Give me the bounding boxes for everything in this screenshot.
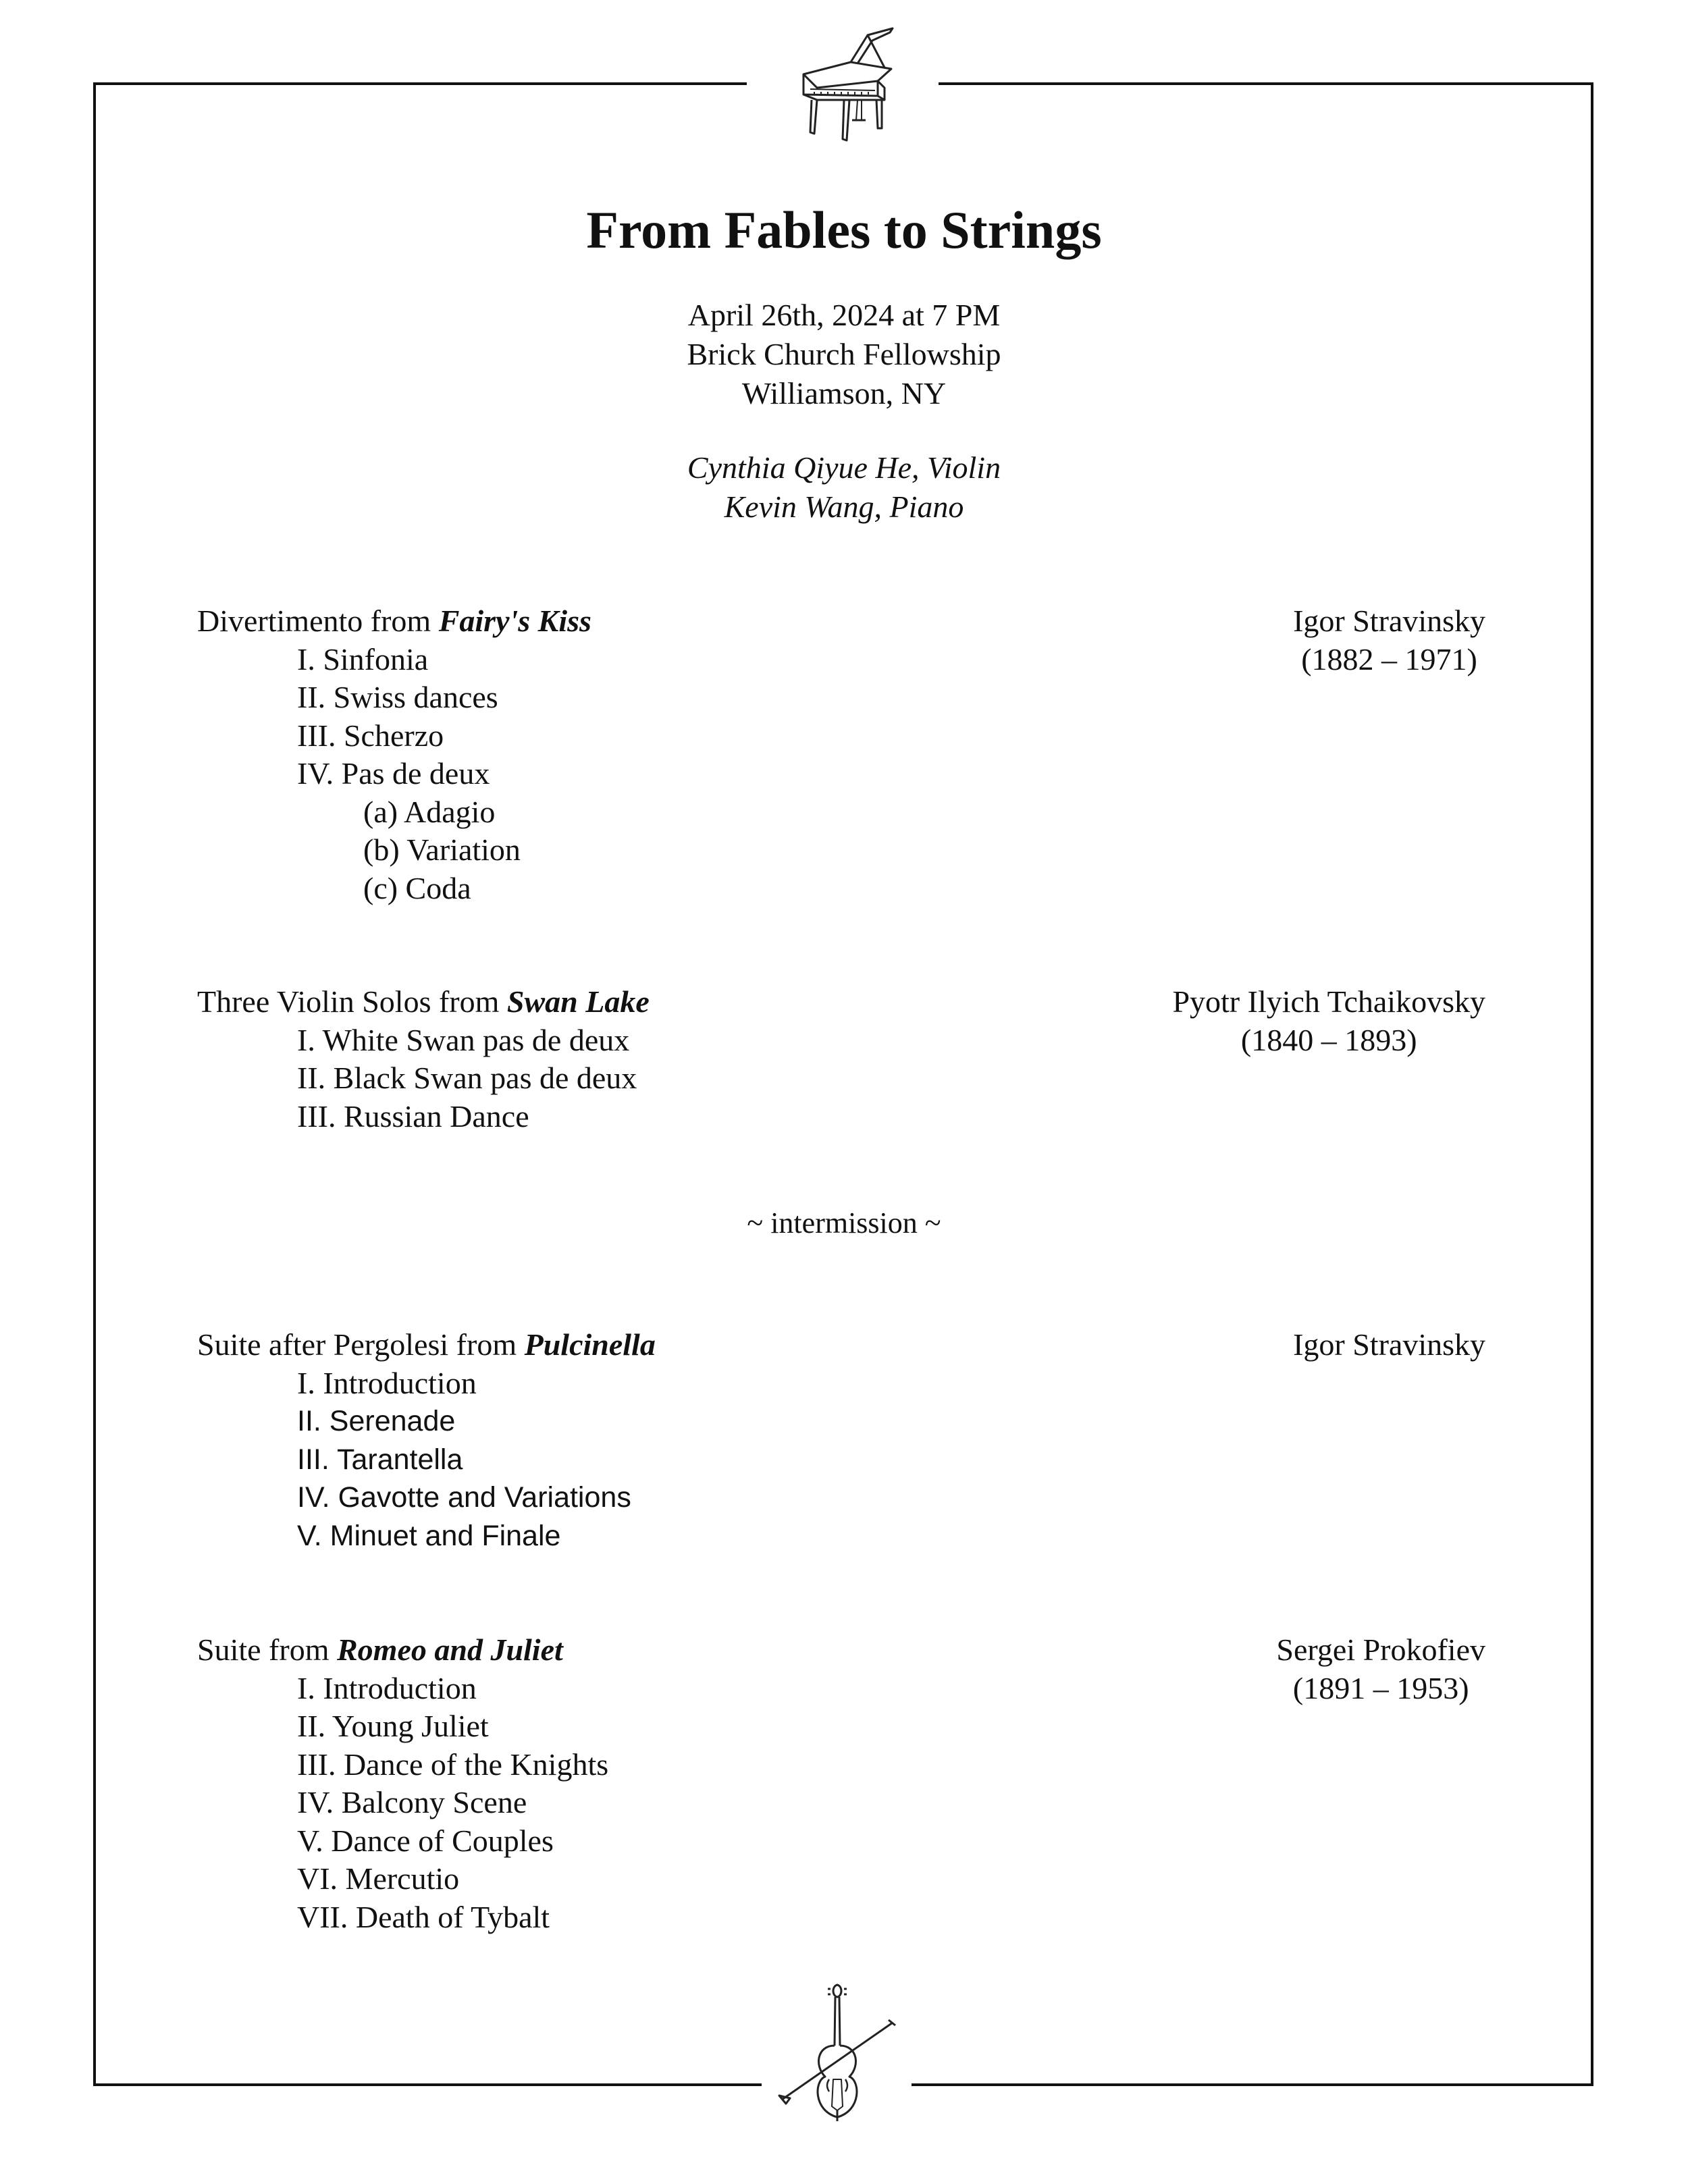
movement: III. Tarantella — [297, 1443, 463, 1476]
movement: II. Swiss dances — [297, 680, 498, 714]
movement: I. Introduction — [297, 1365, 477, 1400]
composer-dates: (1882 – 1971) — [1301, 641, 1477, 676]
sub-movement: (c) Coda — [363, 870, 471, 905]
movement: I. Sinfonia — [297, 641, 429, 676]
frame-bottom-right — [912, 2083, 1593, 2086]
movement: IV. Pas de deux — [297, 756, 490, 791]
frame-top-left — [93, 82, 747, 85]
composer-name: Pyotr Ilyich Tchaikovsky — [1172, 984, 1485, 1019]
intermission: ~ intermission ~ — [747, 1206, 941, 1240]
movement: III. Russian Dance — [297, 1098, 529, 1134]
piece-title: Suite from Romeo and Juliet — [197, 1632, 563, 1667]
program-item-fairys-kiss — [197, 602, 1485, 907]
performer-piano: Kevin Wang, Piano — [724, 489, 964, 524]
event-info — [0, 296, 1688, 413]
movement: I. Introduction — [297, 1670, 477, 1705]
composer-dates: (1840 – 1893) — [1240, 1022, 1417, 1057]
composer-name: Sergei Prokofiev — [1276, 1632, 1485, 1667]
piece-title: Three Violin Solos from Swan Lake — [197, 984, 650, 1019]
program-item-romeo-and-juliet — [197, 1631, 1485, 1936]
sub-movement: (a) Adagio — [363, 794, 496, 829]
composer-dates: (1891 – 1953) — [1292, 1670, 1469, 1705]
work-title: Romeo and Juliet — [336, 1632, 563, 1667]
frame-bottom-left — [93, 2083, 762, 2086]
composer-name: Igor Stravinsky — [1293, 1327, 1485, 1362]
program-item-pulcinella — [197, 1326, 1485, 1555]
piece-title: Suite after Pergolesi from Pulcinella — [197, 1327, 656, 1362]
event-date: April 26th, 2024 at 7 PM — [687, 298, 1001, 332]
movement: IV. Balcony Scene — [297, 1785, 527, 1819]
violin-icon — [770, 1978, 905, 2154]
movement: VI. Mercutio — [297, 1861, 460, 1896]
sub-movement: (b) Variation — [363, 832, 521, 867]
movement: III. Dance of the Knights — [297, 1747, 609, 1782]
performers — [0, 448, 1688, 527]
work-title: Fairy's Kiss — [438, 604, 591, 638]
composer — [1172, 983, 1485, 1059]
event-location: Williamson, NY — [741, 376, 947, 410]
movement: I. White Swan pas de deux — [297, 1022, 630, 1057]
grand-piano-icon — [776, 20, 912, 155]
work-title: Swan Lake — [506, 984, 650, 1019]
composer — [1293, 1326, 1485, 1364]
movement: II. Serenade — [297, 1405, 456, 1437]
composer — [1276, 1631, 1485, 1707]
movement: II. Young Juliet — [297, 1709, 489, 1743]
work-title: Pulcinella — [524, 1327, 656, 1362]
movement: IV. Gavotte and Variations — [297, 1481, 631, 1514]
movement: V. Dance of Couples — [297, 1823, 554, 1858]
movement: VII. Death of Tybalt — [297, 1899, 550, 1934]
performer-violin: Cynthia Qiyue He, Violin — [687, 450, 1001, 485]
composer-name: Igor Stravinsky — [1293, 604, 1485, 638]
program-item-swan-lake — [197, 983, 1485, 1136]
event-venue: Brick Church Fellowship — [687, 337, 1001, 371]
movement: III. Scherzo — [297, 718, 444, 753]
frame-top-right — [939, 82, 1593, 85]
movement: II. Black Swan pas de deux — [297, 1061, 637, 1095]
movement: V. Minuet and Finale — [297, 1519, 561, 1552]
concert-title: From Fables to Strings — [586, 201, 1102, 259]
composer — [1293, 602, 1485, 678]
piece-title: Divertimento from Fairy's Kiss — [197, 604, 591, 638]
